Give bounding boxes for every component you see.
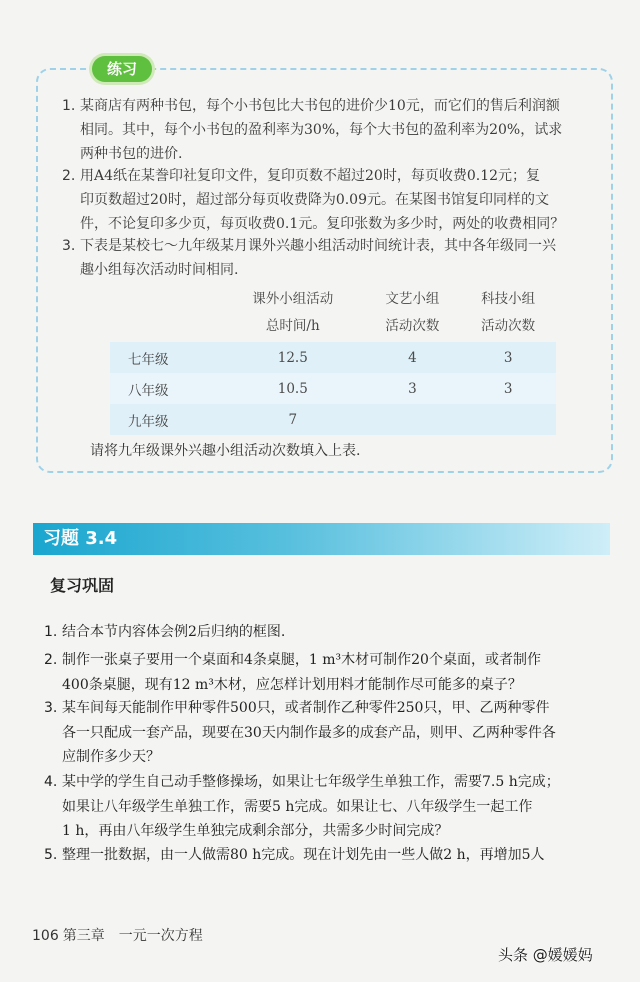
arts-count-cell: 3 (408, 380, 417, 397)
grade-cell: 八年级 (128, 382, 169, 399)
exercise-item-5 (44, 843, 614, 868)
exercise-banner (33, 523, 610, 555)
item-line: 结合本节内容体会例2后归纳的框图. (62, 624, 286, 640)
table-header-science-count (460, 284, 556, 342)
science-count-cell: 3 (503, 380, 513, 397)
item-line: 用A4纸在某誊印社复印文件，复印页数不超过20时，每页收费0.12元；复 (80, 168, 541, 184)
table-header-arts-count (365, 284, 461, 342)
activity-table (110, 284, 556, 435)
item-line: 某车间每天能制作甲种零件500只，或者制作乙种零件250只，甲、乙两种零件 (62, 700, 550, 716)
chapter-label: 第三章 (62, 928, 105, 944)
item-number: 2. (62, 168, 76, 184)
science-count-cell (460, 404, 556, 435)
item-line: 两种书包的进价. (80, 146, 183, 162)
watermark: 头条 @媛媛妈 (498, 946, 593, 964)
item-number: 1. (62, 98, 76, 114)
item-line: 某中学的学生自己动手整修操场，如果让七年级学生单独工作，需要7.5 h完成； (62, 774, 560, 790)
practice-badge: 练习 (92, 56, 152, 82)
table-instruction: 请将九年级课外兴趣小组活动次数填入上表. (90, 443, 361, 459)
header-line: 活动次数 (385, 318, 440, 334)
practice-item-3 (62, 234, 607, 282)
practice-item-2 (62, 164, 607, 236)
table-header-cell (110, 284, 221, 342)
item-line: 印页数超过20时，超过部分每页收费降为0.09元。在某图书馆复印同样的文 (80, 192, 549, 208)
page-number: 106 (32, 928, 59, 944)
total-time-cell: 10.5 (277, 380, 308, 397)
header-line: 科技小组 (481, 291, 536, 307)
item-line: 各一只配成一套产品，现要在30天内制作最多的成套产品，则甲、乙两种零件各 (62, 724, 556, 741)
item-line: 400条桌腿，现有12 m³木材，应怎样计划用料才能制作尽可能多的桌子？ (62, 676, 522, 693)
arts-count-cell: 4 (408, 349, 417, 366)
chapter-title: 一元一次方程 (118, 928, 203, 944)
exercise-item-1 (44, 620, 614, 645)
exercise-item-3 (44, 696, 614, 770)
exercise-item-4 (44, 770, 614, 844)
item-line: 下表是某校七～九年级某月课外兴趣小组活动时间统计表，其中各年级同一兴 (80, 238, 556, 254)
item-number: 2. (44, 652, 58, 668)
arts-count-cell (365, 404, 461, 435)
item-line: 制作一张桌子要用一个桌面和4条桌腿，1 m³木材可制作20个桌面，或者制作 (62, 652, 541, 668)
table-header-total-time (221, 284, 365, 342)
header-line: 课外小组活动 (252, 291, 334, 307)
exercise-item-2 (44, 648, 614, 697)
item-line: 某商店有两种书包，每个小书包比大书包的进价少10元，而它们的售后利润额 (80, 98, 560, 114)
item-line: 1 h，再由八年级学生单独完成剩余部分，共需多少时间完成？ (62, 823, 449, 839)
page-footer (32, 925, 203, 945)
practice-item-1 (62, 94, 607, 166)
item-number: 3. (44, 700, 58, 716)
grade-cell: 七年级 (128, 351, 169, 368)
item-line: 相同。其中，每个小书包的盈利率为30%，每个大书包的盈利率为20%，试求 (80, 122, 563, 138)
header-line: 文艺小组 (385, 291, 440, 307)
table-row (110, 342, 556, 373)
item-line: 如果让八年级学生单独工作，需要5 h完成。如果让七、八年级学生一起工作 (62, 798, 533, 815)
item-number: 5. (44, 847, 58, 863)
science-count-cell: 3 (503, 349, 513, 366)
total-time-cell: 12.5 (277, 349, 308, 366)
grade-cell: 九年级 (128, 413, 169, 430)
item-number: 4. (44, 774, 58, 790)
header-line: 总时间/h (265, 318, 320, 334)
table-row (110, 404, 556, 435)
exercise-title: 习题 3.4 (43, 528, 118, 549)
table-row (110, 373, 556, 404)
item-line: 件，不论复印多少页，每页收费0.1元。复印张数为多少时，两处的收费相同？ (80, 216, 565, 232)
item-line: 趣小组每次活动时间相同. (80, 262, 239, 278)
section-title: 复习巩固 (50, 576, 115, 595)
table-header-row (110, 284, 556, 342)
item-number: 1. (44, 624, 58, 640)
item-line: 应制作多少天？ (62, 749, 160, 765)
item-line: 整理一批数据，由一人做需80 h完成。现在计划先由一些人做2 h，再增加5人 (62, 847, 545, 863)
header-line: 活动次数 (481, 318, 536, 334)
item-number: 3. (62, 238, 76, 254)
total-time-cell: 7 (288, 411, 298, 428)
